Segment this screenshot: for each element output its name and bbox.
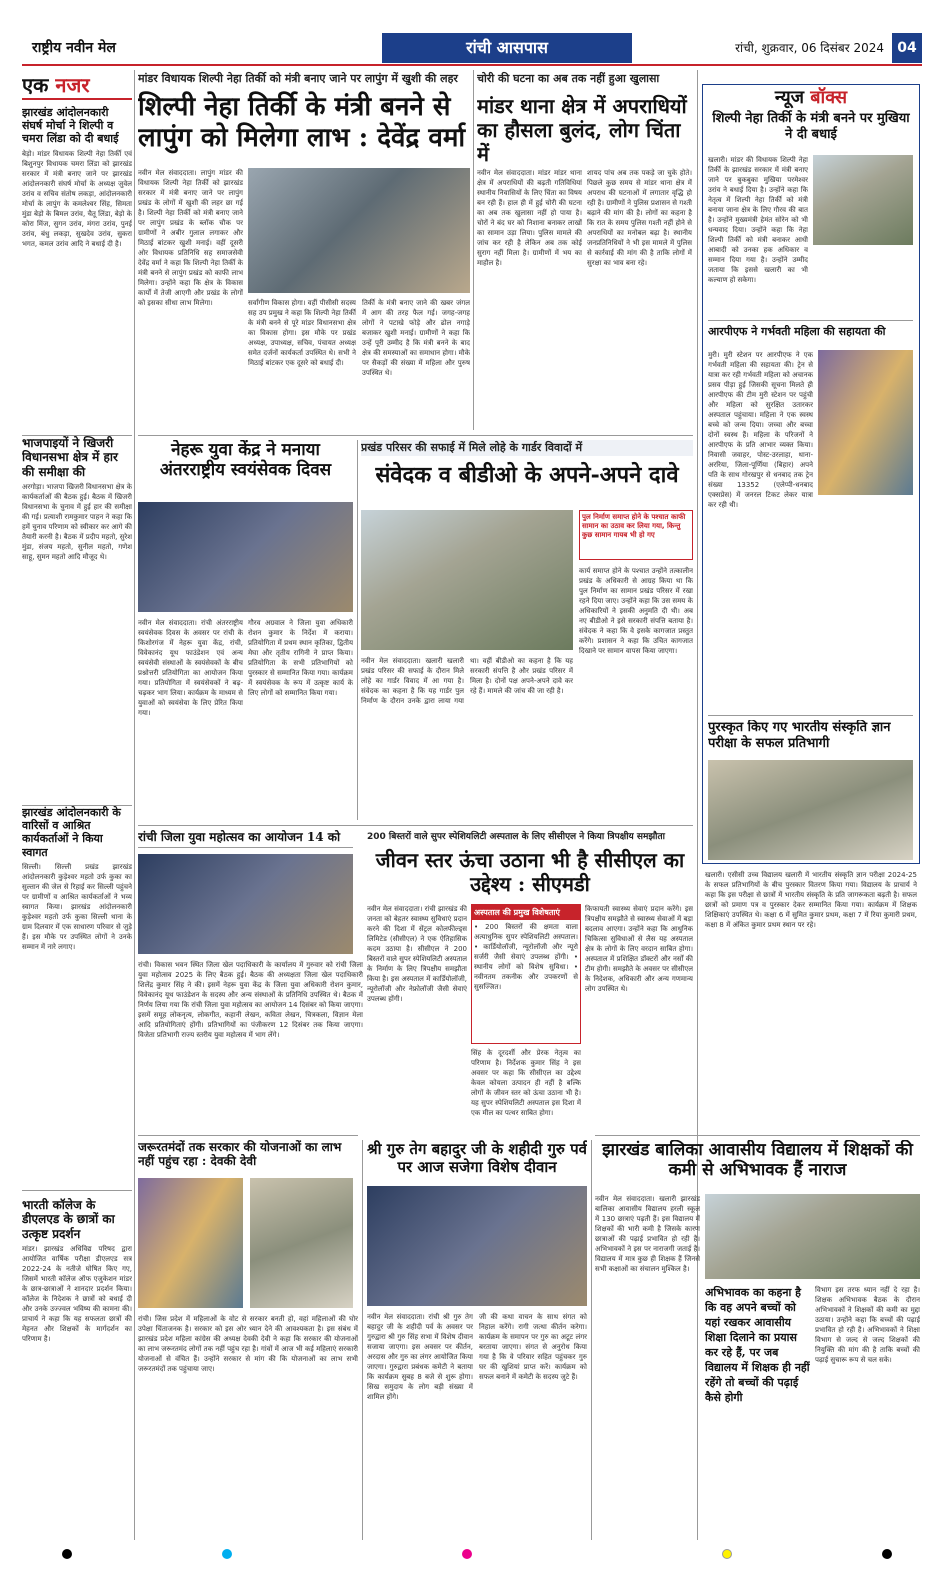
guru-body-col2: जी की कथा वाचन के साथ संगत को निहाल करेंगे। रागी जत्था कीर्तन करेगा। कार्यक्रम के समापन पर गुरु का अटूट लंगर बरताया जाएगा। संगत से अनुरोध किया गया है कि वे परिवार सहित पहुंचकर गुरु घर की खुशियां प्राप्त करें। कार्यक्रम को सफल बनाने में कमेटी के सदस्य जुटे हैं।: [479, 1313, 587, 1381]
ek-nazar-item-4-body: मांडर। झारखंड अधिविद्य परिषद द्वारा आयोजित वार्षिक परीक्षा डीएलएड सत्र 2022-24 के नतीजे घोषित किए गए, जिसमें भारती कॉलेज ऑफ एजुकेशन मांडर के छात्र-छात्राओं ने शानदार प्रदर्शन किया। कॉलेज के निदेशक ने छात्रों को बधाई दी और उनके उज्ज्वल भविष्य की कामना की। प्राचार्य ने कहा कि यह सफलता छात्रों की मेहनत और शिक्षकों के मार्गदर्शन का परिणाम है।: [22, 1245, 132, 1344]
ccl-highlights-box: [471, 904, 581, 1044]
ek-nazar-item-3: [22, 806, 132, 1186]
crime-body-col1: नवीन मेल संवाददाता। मांडर मांडर थाना क्षेत्र में अपराधियों की बढ़ती गतिविधियां स्थानीय निवासियों के लिए चिंता का विषय बन रही हैं। हाल ही में हुई चोरी की घटना का अब तक खुलासा नहीं हो पाया है। चोरों ने बंद घर को निशाना बनाकर लाखों का सामान उड़ा लिया। पुलिस मामले की जांच कर रही है लेकिन अब तक कोई सुराग नहीं मिला है। ग्रामीणों में भय का माहौल है।: [477, 169, 582, 267]
registration-dot: [222, 1549, 232, 1559]
ek-nazar-item-3-body: सिल्ली। सिल्ली प्रखंड झारखंड आंदोलनकारी कुड़ेश्वर महतो उर्फ कुका का सुल्तान की जेल से रिहाई कर सिल्ली पहुंचने पर ग्रामीणों व आश्रित कार्यकर्ताओं ने भव्य स्वागत किया। झारखंड आंदोलनकारी कुड़ेश्वर महतो उर्फ कुका सिल्ली थाना के ग्राम दिलवार में एक साधारण परिवार से जुड़े हैं। इस मौके पर उपस्थित लोगों ने उनके सम्मान में नारे लगाए।: [22, 862, 132, 951]
crime-story: [477, 70, 692, 430]
news-box-item1-body: खलारी। मांडर की विधायक शिल्पी नेहा तिर्की के झारखंड सरकार में मंत्री बनाए जाने पर बुकबुका मुखिया परमेश्वर उरांव ने बधाई दिया है। उन्होंने कहा कि नेतृत्व में शिल्पी नेहा तिर्की को मंत्री बनाया जाना क्षेत्र के लिए गौरव की बात है। उन्होंने मुख्यमंत्री हेमंत सोरेन को भी धन्यवाद दिया। उन्होंने कहा कि नेहा शिल्पी तिर्की को मंत्री बनाकर आधी आबादी को उनका हक अधिकार व सम्मान दिया गया है। उन्होंने उम्मीद जताया कि इससे खलारी का भी कल्याण हो सकेगा।: [708, 156, 808, 284]
nyk-photo: [138, 502, 353, 612]
lead-story: [138, 70, 470, 430]
section-title: रांची आसपास: [382, 33, 632, 63]
nyk-story: [138, 440, 353, 820]
balika-story: [595, 1140, 920, 1540]
dateline: रांची, शुक्रवार, 06 दिसंबर 2024: [735, 41, 884, 55]
ek-nazar-item-4-headline: भारती कॉलेज के डीएलएड के छात्रों का उत्कृष्ट प्रदर्शन: [22, 1198, 115, 1241]
ccl-highlights-list: • 200 बिस्तरों की क्षमता वाला अत्याधुनिक सुपर स्पेशियलिटी अस्पताल। • कार्डियोलॉजी, न्यूरोलॉजी और न्यूरो सर्जरी जैसी सेवाएं उपलब्ध होंगी। • स्थानीय लोगों को विशेष सुविधा। • नवीनतम तकनीक और उपकरणों से सुसज्जित।: [474, 923, 578, 991]
sanvedak-kicker: प्रखंड परिसर की सफाई में मिले लोहे के गार्डर विवादों में: [361, 440, 693, 456]
news-box-item2-headline: आरपीएफ ने गर्भवती महिला की सहायता की: [708, 325, 886, 338]
ccl-kicker: 200 बिस्तरों वाले सुपर स्पेशियलिटी अस्पताल के लिए सीसीएल ने किया त्रिपक्षीय समझौता: [367, 832, 665, 842]
ek-nazar-item-2: [22, 436, 132, 796]
ccl-body-col2: सिंह के दूरदर्शी और प्रेरक नेतृत्व का परिणाम है। निर्देशक कुमार सिंह ने इस अवसर पर कहा कि सीसीएल का उद्देश्य केवल कोयला उत्पादन ही नहीं है बल्कि लोगों के जीवन स्तर को ऊंचा उठाना भी है। यह सुपर स्पेशियलिटी अस्पताल इस दिशा में एक मील का पत्थर साबित होगा।: [471, 1049, 581, 1117]
guru-story: [367, 1140, 587, 1540]
news-box-item3-body: खलारी। एसीसी उच्च विद्यालय खलारी में भारतीय संस्कृति ज्ञान परीक्षा 2024-25 के सफल प्रतिभागियों के बीच पुरस्कार वितरण किया गया। विद्यालय के प्राचार्य ने कहा कि इस परीक्षा से छात्रों में भारतीय संस्कृति के प्रति जागरूकता बढ़ती है। सफल छात्रों को प्रमाण पत्र व पुरस्कार देकर सम्मानित किया गया। कार्यक्रम में शिक्षक शिक्षिकाएं उपस्थित थे। कक्षा 6 में सुमित कुमार प्रथम, कक्षा 7 में रिया कुमारी प्रथम, कक्षा 8 में अंकित कुमार प्रथम स्थान पर रहे।: [705, 871, 917, 929]
devki-headline: जरूरतमंदों तक सरकार की योजनाओं का लाभ नहीं पहुंच रहा : देवकी देवी: [138, 1140, 342, 1169]
yuva-headline: रांची जिला युवा महोत्सव का आयोजन 14 को: [138, 830, 353, 848]
sanvedak-caption: पुल निर्माण समाप्त होने के पश्चात काफी सामान का उठाव कर लिया गया, किन्तु कुछ सामान गायब भी हो गए: [579, 510, 693, 560]
ccl-body-col3: किफायती स्वास्थ्य सेवाएं प्रदान करेंगे। इस त्रिपक्षीय समझौते से स्वास्थ्य सेवाओं में बड़ा बदलाव आएगा। उन्होंने कहा कि आधुनिक चिकित्सा सुविधाओं से लैस यह अस्पताल क्षेत्र के लोगों के लिए वरदान साबित होगा। अस्पताल में प्रशिक्षित डॉक्टरों और नर्सों की टीम होगी। समझौते के अवसर पर सीसीएल के निदेशक, अधिकारी और अन्य गणमान्य लोग उपस्थित थे।: [585, 905, 693, 993]
yuva-body: रांची। विकास भवन स्थित जिला खेल पदाधिकारी के कार्यालय में गुरुवार को रांची जिला युवा महोत्सव 2025 के लिए बैठक हुई। बैठक की अध्यक्षता जिला खेल पदाधिकारी शिलेंद्र कुमार सिंह ने की। इसमें नेहरू युवा केंद्र के जिला युवा अधिकारी रोशन कुमार, विवेकानंद यूथ फाउंडेशन के सदस्य और अन्य संस्थाओं के प्रतिनिधि उपस्थित थे। बैठक में निर्णय लिया गया कि रांची जिला युवा महोत्सव का आयोजन 14 दिसंबर को किया जाएगा। इसमें समूह लोकनृत्य, लोकगीत, कहानी लेखन, कविता लेखन, चित्रकला, विज्ञान मेला आदि प्रतियोगिताएं होंगी। प्रतिभागियों का पंजीकरण 12 दिसंबर तक किया जाएगा। विजेता प्रतिभागी राज्य स्तरीय युवा महोत्सव में भाग लेंगे।: [138, 961, 363, 1039]
nyk-body-col2: गौरव अग्रवाल ने जिला युवा अधिकारी रोशन कुमार के निर्देश में कराया। प्रतियोगिता में प्रथम स्थान कृतिका, द्वितीय मेघा और तृतीय रागिनी ने प्राप्त किया। प्रतियोगिता के सभी प्रतिभागियों को पुरस्कार से सम्मानित किया गया। कार्यक्रम में स्वयंसेवक के रूप में उत्कृष्ट कार्य के लिए लोगों को सम्मानित किया गया।: [248, 619, 353, 697]
news-box-item3-headline: पुरस्कृत किए गए भारतीय संस्कृति ज्ञान परीक्षा के सफल प्रतिभागी: [708, 720, 891, 751]
ccl-story: [367, 830, 693, 1130]
news-box: [702, 84, 920, 864]
ek-nazar-item-1-headline: झारखंड आंदोलनकारी संघर्ष मोर्चा ने शिल्पी व चमरा लिंडा को दी बधाई: [22, 106, 119, 146]
ek-nazar-item-3-headline: झारखंड आंदोलनकारी के वारिसों व आश्रित कार्यकर्ताओं ने किया स्वागत: [22, 806, 121, 859]
ek-nazar-title-b: नजर: [55, 73, 90, 97]
page-number: 04: [892, 33, 922, 63]
news-box-mukhiya-photo: [813, 155, 913, 245]
ek-nazar-item-1-body: बेड़ो। मांडर विधायक शिल्पी नेहा तिर्की एवं बिशुनपुर विधायक चमरा लिंडा को झारखंड सरकार में मंत्री बनाए जाने पर झारखंड आंदोलनकारी संघर्ष मोर्चा के अध्यक्ष जुवेल उरांव व सचिव संतोष लकड़ा, आंदोलनकारी मोर्चा के लापुंग के कमलेश्वर सिंह, सिमता मुंडा बेड़ो के बिमल उरांव, चैतू लिंडा, बेड़ो के कोरा मिंज, सुगन उरांव, मंगरा उरांव, पुनई उरांव, बंधु लकड़ा, सुखदेव उरांव, सुकरा भगत, कमल उरांव आदि ने बधाई दी है।: [22, 149, 132, 248]
news-box-title-a: न्यूज: [774, 87, 804, 108]
lead-kicker: मांडर विधायक शिल्पी नेहा तिर्की को मंत्री बनाए जाने पर लापुंग में खुशी की लहर: [138, 72, 458, 85]
guru-headline: श्री गुरु तेग बहादुर जी के शहीदी गुरु पर्व पर आज सजेगा विशेष दीवान: [367, 1140, 587, 1176]
guru-body-col1: नवीन मेल संवाददाता। रांची श्री गुरु तेग बहादुर जी के शहीदी पर्व के अवसर पर गुरुद्वारा श्री गुरु सिंह सभा में विशेष दीवान सजाया जाएगा। इस अवसर पर कीर्तन, अरदास और गुरु का लंगर आयोजित किया जाएगा। गुरुद्वारा प्रबंधक कमेटी ने बताया कि कार्यक्रम सुबह 8 बजे से शुरू होगा। सिख समुदाय के लोग बड़ी संख्या में शामिल होंगे।: [367, 1313, 473, 1401]
ek-nazar-column: [22, 70, 132, 1540]
devki-photo-1: [138, 1178, 243, 1308]
sanvedak-photo: [361, 510, 573, 650]
ek-nazar-title-a: एक: [22, 73, 49, 97]
header-divider: [22, 64, 922, 66]
lead-body-col2: सर्वांगीण विकास होगा। वहीं पीसीसी सदस्य सह उप प्रमुख ने कहा कि शिल्पी नेहा तिर्की के मंत्री बनने से पूरे मांडर विधानसभा क्षेत्र का विकास होगा। इस मौके पर प्रखंड अध्यक्ष, उपाध्यक्ष, सचिव, पंचायत अध्यक्ष समेत दर्जनों कार्यकर्ता उपस्थित थे। सभी ने मिठाई बांटकर एक दूसरे को बधाई दी।: [248, 299, 356, 367]
ccl-headline: जीवन स्तर ऊंचा उठाना भी है सीसीएल का उद्देश्य : सीएमडी: [375, 848, 685, 896]
ek-nazar-item-2-headline: भाजपाइयों ने खिजरी विधानसभा क्षेत्र में हार की समीक्षा की: [22, 436, 118, 479]
news-box-item1-headline: शिल्पी नेहा तिर्की के मंत्री बनने पर मुखिया ने दी बधाई: [712, 111, 910, 142]
devki-photo-2: [250, 1178, 353, 1308]
ek-nazar-item-4: [22, 1198, 132, 1540]
balika-caption: अभिभावक का कहना है कि वह अपने बच्चों को यहां रखकर आवासीय शिक्षा दिलाने का प्रयास कर रहे हैं, पर जब विद्यालय में शिक्षक ही नहीं रहेंगे तो बच्चों की पढ़ाई कैसे होगी: [705, 1286, 810, 1404]
nyk-body-col1: नवीन मेल संवाददाता। रांची अंतरराष्ट्रीय स्वयंसेवक दिवस के अवसर पर रांची के किशोरगंज में नेहरू युवा केंद्र, रांची, विवेकानंद यूथ फाउंडेशन एवं अन्य स्वयंसेवी संस्थाओं के स्वयंसेवकों के बीच प्रश्नोत्तरी प्रतियोगिता का आयोजन किया गया। प्रतियोगिता में स्वयंसेवकों ने बढ़-चढ़कर भाग लिया। कार्यक्रम के माध्यम से युवाओं को स्वयंसेवा के लिए प्रेरित किया गया।: [138, 619, 243, 717]
crime-body-col2: शायद पांच अब तक पकड़े जा चुके होते। पिछले कुछ समय से मांडर थाना क्षेत्र में अपराध की घटनाओं में लगातार वृद्धि हो रही है। ग्रामीणों ने पुलिस प्रशासन से गश्ती बढ़ाने की मांग की है। लोगों का कहना है कि रात के समय पुलिस गश्ती नहीं होने से अपराधियों का मनोबल बढ़ा है। स्थानीय जनप्रतिनिधियों ने भी इस मामले में पुलिस से कार्रवाई की मांग की है ताकि लोगों में सुरक्षा का भाव बना रहे।: [587, 169, 692, 267]
sanvedak-headline: संवेदक व बीडीओ के अपने-अपने दावे: [375, 462, 679, 488]
balika-body-col1: नवीन मेल संवाददाता। खलारी झारखंड बालिका आवासीय विद्यालय हरली स्कूल में 130 छात्राएं पढ़ती हैं। इस विद्यालय में शिक्षकों की भारी कमी है जिसके कारण छात्राओं की पढ़ाई प्रभावित हो रही है। अभिभावकों ने इस पर नाराजगी जताई है। विद्यालय में मात्र कुछ ही शिक्षक हैं जिनसे सभी कक्षाओं का संचालन मुश्किल है।: [595, 1195, 700, 1273]
ccl-highlights-title: अस्पताल की प्रमुख विशेषताएं: [472, 905, 580, 920]
ek-nazar-item-2-body: अरगोड़ा। भाजपा खिजरी विधानसभा क्षेत्र के कार्यकर्ताओं की बैठक हुई। बैठक में खिजरी विधानसभा के चुनाव में हुई हार की समीक्षा की गई। प्रत्याशी रामकुमार पाहन ने कहा कि हमें चुनाव परिणाम को स्वीकार कर आगे की तैयारी करनी है। बैठक में प्रदीप महतो, सुरेश मुंडा, संजय महतो, सुनील महतो, गणेश साहू, सुमन महतो आदि मौजूद थे।: [22, 483, 132, 562]
lead-body-text-a: नवीन मेल संवाददाता। लापुंग मांडर की विधायक शिल्पी नेहा तिर्की को झारखंड सरकार में मंत्री बनाए जाने पर लापुंग प्रखंड के लोगों में खुशी की लहर छा गई है। शिल्पी नेहा तिर्की को मंत्री बनाए जाने पर लापुंग प्रखंड के ब्लॉक चौक पर ग्रामीणों ने अबीर गुलाल लगाकर और मिठाई बांटकर खुशी मनाई। वहीं दूसरी ओर विधायक प्रतिनिधि सह समाजसेवी देवेंद्र वर्मा ने कहा कि शिल्पी नेहा तिर्की के मंत्री बनने से लापुंग प्रखंड को काफी लाभ मिलेगा। उन्होंने कहा कि क्षेत्र के विकास कार्यों में तेजी आएगी और प्रखंड के लोगों को इसका सीधा लाभ मिलेगा।: [138, 169, 243, 307]
balika-headline: झारखंड बालिका आवासीय विद्यालय में शिक्षकों की कमी से अभिभावक हैं नाराज: [602, 1140, 913, 1181]
lead-photo: [248, 168, 470, 293]
devki-story: [138, 1140, 358, 1540]
sanvedak-body-a: नवीन मेल संवाददाता। खलारी खलारी प्रखंड परिसर की सफाई के दौरान मिले लोहे का गार्डर विवाद में आ गया है। संवेदक का कहना है कि यह गार्डर पुल निर्माण के दौरान उनके द्वारा लाया गया था। वहीं बीडीओ का कहना है कि यह सरकारी संपत्ति है और प्रखंड परिसर में मिला है। दोनों पक्ष अपने-अपने दावे कर रहे हैं। मामले की जांच की जा रही है।: [361, 657, 573, 705]
ek-nazar-item-1: [22, 106, 132, 426]
yuva-photo: [138, 854, 353, 954]
news-box-award-photo: [708, 760, 913, 860]
balika-photo: [705, 1194, 920, 1279]
ccl-body-col1: नवीन मेल संवाददाता। रांची झारखंड की जनता को बेहतर स्वास्थ्य सुविधाएं प्रदान करने की दिशा में सेंट्रल कोलफील्ड्स लिमिटेड (सीसीएल) ने एक ऐतिहासिक कदम उठाया है। सीसीएल ने 200 बिस्तरों वाले सुपर स्पेशियलिटी अस्पताल के निर्माण के लिए त्रिपक्षीय समझौता किया है। इस अस्पताल में कार्डियोलॉजी, न्यूरोलॉजी और नेफ्रोलॉजी जैसी सेवाएं उपलब्ध होंगी।: [367, 905, 467, 1003]
balika-body-col2: विभाग इस तरफ ध्यान नहीं दे रहा है। शिक्षक अभिभावक बैठक के दौरान अभिभावकों ने शिक्षकों की कमी का मुद्दा उठाया। उन्होंने कहा कि बच्चों की पढ़ाई प्रभावित हो रही है। अभिभावकों ने शिक्षा विभाग से जल्द से जल्द शिक्षकों की नियुक्ति की मांग की है ताकि बच्चों की पढ़ाई सुचारू रूप से चल सके।: [815, 1286, 920, 1364]
registration-dot: [882, 1549, 892, 1559]
lead-body-col3: तिर्की के मंत्री बनाए जाने की खबर जंगल में आग की तरह फैल गई। जगह-जगह लोगों ने पटाखे फोड़े और ढोल नगाड़े बजाकर खुशी मनाई। ग्रामीणों ने कहा कि उन्हें पूरी उम्मीद है कि मंत्री बनने के बाद क्षेत्र की समस्याओं का समाधान होगा। मौके पर सैकड़ों की संख्या में महिला और पुरुष उपस्थित थे।: [362, 299, 470, 377]
lead-headline: शिल्पी नेहा तिर्की के मंत्री बनने से लापुंग को मिलेगा लाभ : देवेंद्र वर्मा: [138, 92, 466, 154]
news-box-title: [703, 85, 919, 111]
newspaper-name: राष्ट्रीय नवीन मेल: [32, 40, 116, 56]
news-box-item2-body: मुरी। मुरी स्टेशन पर आरपीएफ ने एक गर्भवती महिला की सहायता की। ट्रेन से यात्रा कर रही गर्भवती महिला को अचानक प्रसव पीड़ा हुई जिसकी सूचना मिलते ही आरपीएफ की टीम मुरी स्टेशन पर पहुंची और महिला को सुरक्षित उतारकर अस्पताल पहुंचाया। महिला ने एक स्वस्थ बच्चे को जन्म दिया। जच्चा और बच्चा दोनों स्वस्थ हैं। महिला के परिजनों ने आरपीएफ के प्रति आभार व्यक्त किया। निवासी जवाहर, पोस्ट-उरलाहा, थाना-अररिया, जिला-पूर्णिया (बिहार) अपने पति के साथ गोरखपुर से धनबाद तक ट्रेन संख्या 13352 (एलेप्पी-धनबाद एक्सप्रेस) में जनरल टिकट लेकर यात्रा कर रही थी।: [708, 351, 813, 509]
crime-kicker: चोरी की घटना का अब तक नहीं हुआ खुलासा: [477, 72, 660, 85]
guru-photo: [367, 1186, 587, 1306]
sanvedak-body-b: कार्य समाप्त होने के पश्चात उन्होंने तत्कालीन प्रखंड के अधिकारी से आग्रह किया था कि पुल निर्माण का सामान प्रखंड परिसर में रखा रहने दिया जाए। उन्होंने कहा कि उस समय के अधिकारियों ने इसकी अनुमति दी थी। अब नए बीडीओ ने इसे सरकारी संपत्ति बताया है। संवेदक ने कहा कि वे इसके कागजात प्रस्तुत करेंगे। प्रशासन ने कहा कि उचित कागजात दिखाने पर सामान वापस किया जाएगा।: [579, 567, 693, 655]
registration-dot: [462, 1549, 472, 1559]
nyk-headline: नेहरू युवा केंद्र ने मनाया अंतरराष्ट्रीय स्वयंसेवक दिवस: [159, 440, 332, 481]
news-box-rpf-photo: [818, 350, 913, 495]
news-box-title-b: बॉक्स: [810, 87, 848, 108]
page-header: [22, 33, 922, 63]
registration-dot: [722, 1549, 732, 1559]
registration-dot: [62, 1549, 72, 1559]
ek-nazar-title: [22, 70, 132, 100]
print-registration-strip: [22, 1546, 922, 1562]
devki-body: रांची। जिस प्रदेश में महिलाओं के वोट से सरकार बनती हो, वहां महिलाओं की घोर उपेक्षा चिंताजनक है। सरकार को इस ओर ध्यान देने की आवश्यकता है। इस संबंध में झारखंड प्रदेश महिला कांग्रेस की अध्यक्ष देवकी देवी ने कहा कि सरकार की योजनाओं का लाभ जरूरतमंद लोगों तक नहीं पहुंच रहा है। गांवों में आज भी कई महिलाएं सरकारी योजनाओं से वंचित हैं। उन्होंने सरकार से मांग की कि योजनाओं का लाभ सभी जरूरतमंदों तक पहुंचाया जाए।: [138, 1315, 358, 1373]
lead-body-col1: [138, 168, 243, 428]
sanvedak-story: [361, 440, 693, 820]
crime-headline: मांडर थाना क्षेत्र में अपराधियों का हौसला बुलंद, लोग चिंता में: [477, 94, 687, 166]
